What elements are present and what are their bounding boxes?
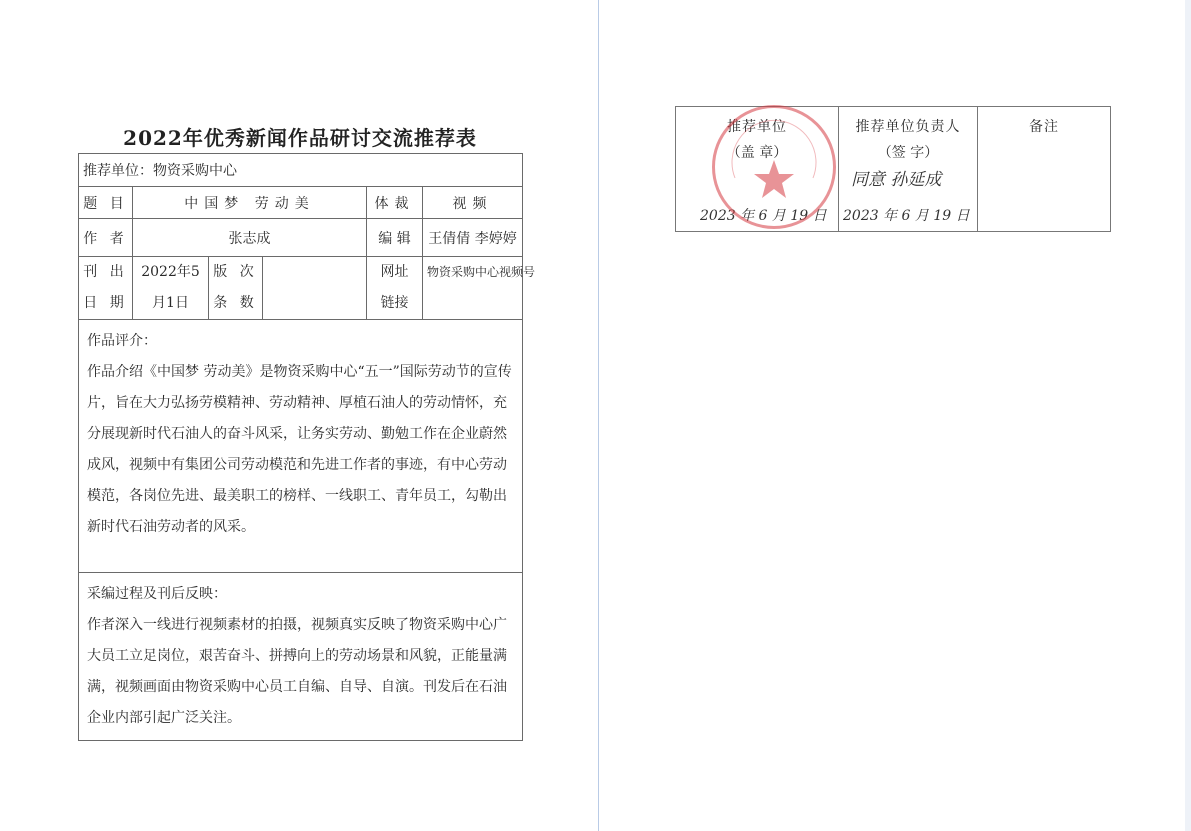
url-label-line-1: 网址	[380, 264, 409, 280]
company-seal	[712, 105, 836, 229]
page-edge	[1185, 0, 1191, 831]
topic-value: 中国梦 劳动美	[133, 187, 367, 219]
edition-label-line-2: 条 数	[213, 295, 258, 311]
edition-label-line-1: 版 次	[213, 264, 258, 280]
unit-value: 物资采购中心	[153, 163, 237, 179]
editor-label: 编 辑	[367, 219, 423, 257]
review-label: 作品评介：	[87, 333, 157, 349]
unit-label: 推荐单位：	[83, 163, 153, 179]
seal-star-icon	[715, 108, 833, 226]
leader-sign-note: （签 字）	[877, 145, 939, 161]
unit-row	[79, 154, 523, 187]
recommendation-form	[78, 153, 536, 741]
process-section	[79, 573, 523, 741]
topic-label: 题 目	[79, 187, 133, 219]
review-text: 作品介绍《中国梦 劳动美》是物资采购中心“五一”国际劳动节的宣传片，旨在大力弘扬劳模精神、劳动精神、厚植石油人的劳动情怀，充分展现新时代石油人的奋斗风采，让务实劳动、勤勉工作在企业蔚然成风，视频中有集团公司劳动模范和先进工作者的事迹，有中心劳动模范，各岗位先进、最美职工的榜样、一线职工、青年员工，勾勒出新时代石油劳动者的风采。	[87, 364, 512, 535]
pubdate-label	[79, 257, 133, 320]
form-title: 2022年优秀新闻作品研讨交流推荐表	[123, 126, 477, 150]
page-divider	[598, 0, 599, 831]
leader-sign-head: 推荐单位负责人	[855, 119, 961, 135]
editor-value: 王倩倩 李婷婷	[423, 219, 523, 257]
process-text: 作者深入一线进行视频素材的拍摄，视频真实反映了物资采购中心广大员工立足岗位，艰苦奋斗、拼搏向上的劳动场景和风貌，正能量满满，视频画面由物资采购中心员工自编、自导、自演。刊发后在石油企业内部引起广泛关注。	[87, 617, 507, 726]
edition-label	[209, 257, 263, 320]
process-label: 采编过程及刊后反映：	[87, 586, 227, 602]
author-value: 张志成	[133, 219, 367, 257]
author-label: 作 者	[79, 219, 133, 257]
unit-seal-date: 2023 年 6 月 19 日	[700, 208, 827, 224]
url-label-line-2: 链接	[380, 295, 409, 311]
pubdate-label-line-2: 日 期	[83, 295, 128, 311]
url-value: 物资采购中心视频号	[423, 257, 523, 320]
leader-sign-date: 2023 年 6 月 19 日	[843, 208, 970, 224]
unit-seal-head: 推荐单位	[727, 119, 787, 135]
edition-value	[263, 257, 367, 320]
genre-value: 视频	[423, 187, 523, 219]
pubdate-value-line-1: 2022年5	[141, 264, 200, 280]
leader-handwriting: 同意 孙延成	[851, 170, 942, 190]
genre-label: 体裁	[367, 187, 423, 219]
review-section	[79, 320, 523, 573]
leader-sign-cell	[839, 107, 978, 232]
remarks-cell	[978, 107, 1111, 232]
pubdate-value-line-2: 月1日	[152, 295, 189, 311]
url-label	[367, 257, 423, 320]
pubdate-label-line-1: 刊 出	[83, 264, 128, 280]
unit-seal-note: （盖 章）	[726, 145, 788, 161]
pubdate-value	[133, 257, 209, 320]
remarks-head: 备注	[1029, 119, 1059, 135]
